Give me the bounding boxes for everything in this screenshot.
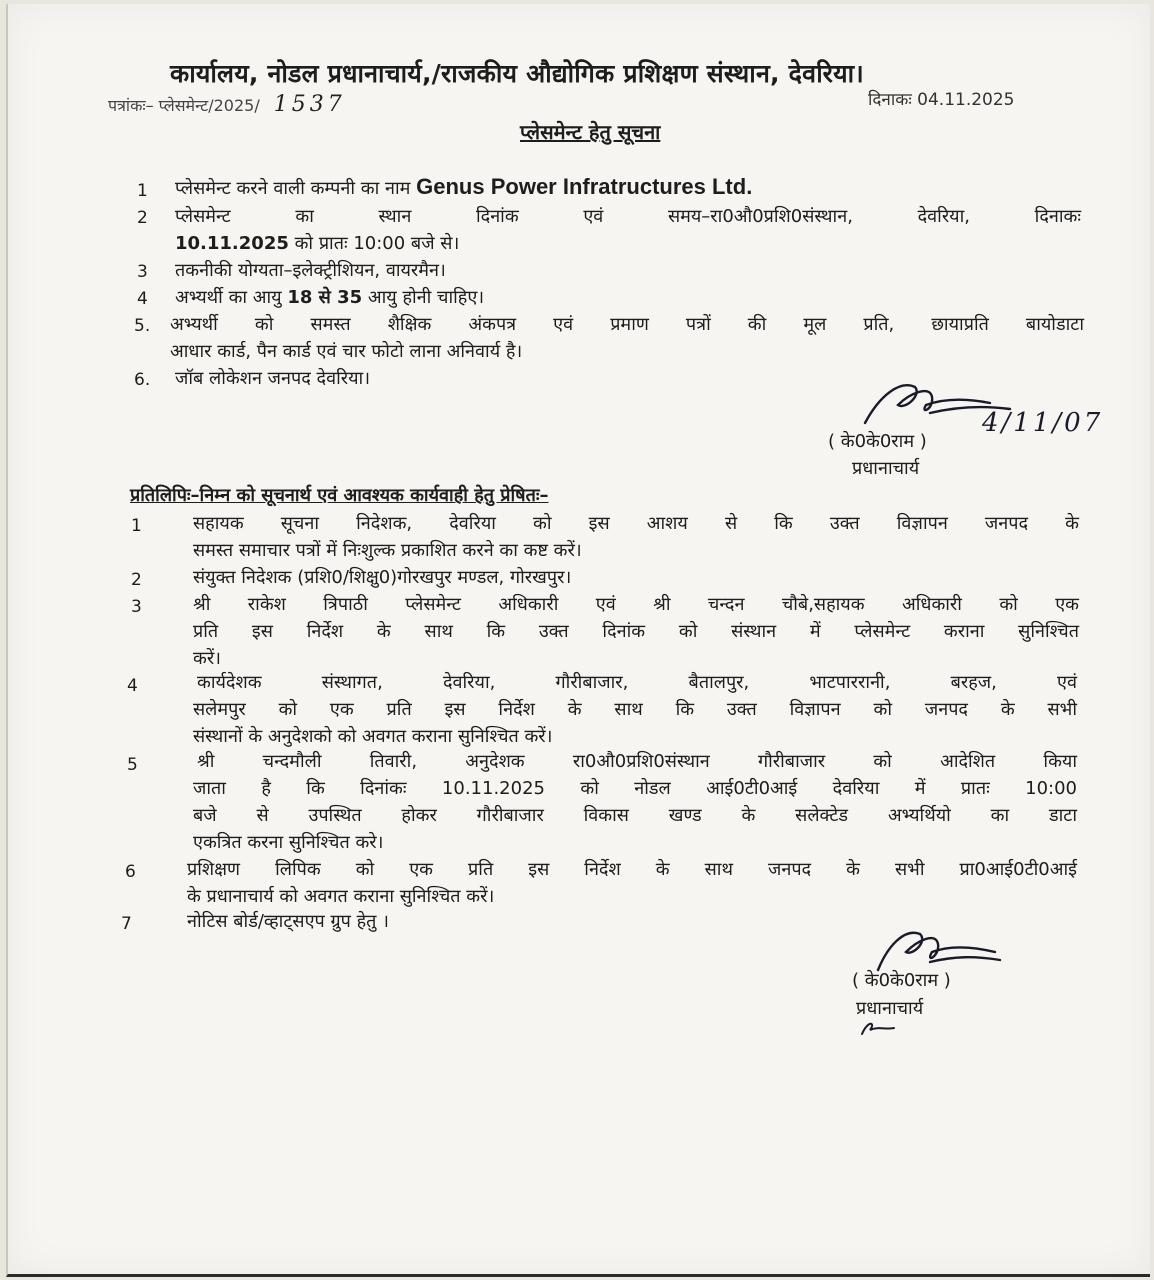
cc-item-1-line2: समस्त समाचार पत्रों में निःशुल्क प्रकाशित करने का कष्ट करें।	[193, 540, 582, 561]
item-number: 3	[137, 262, 148, 282]
cc-item-4-line3: संस्थानों के अनुदेशको को अवगत कराना सुनिश्चित करें।	[193, 726, 553, 747]
cc-item-3-line3: करें।	[193, 648, 222, 669]
signatory-name: ( के0के0राम )	[852, 970, 951, 991]
office-header: कार्यालय, नोडल प्रधानाचार्य,/राजकीय औद्योगिक प्रशिक्षण संस्थान, देवरिया।	[170, 59, 864, 88]
reference-handwritten: 1537	[273, 92, 346, 117]
reference-label: पत्रांकः– प्लेसमेन्ट/2025/	[108, 96, 260, 115]
item-number: 4	[137, 289, 148, 309]
cc-item-5-line3: बजे से उपस्थित होकर गौरीबाजार विकास खण्ड के सलेक्टेड अभ्यर्थियो का डाटा	[193, 805, 1077, 826]
item-number: 2	[131, 570, 142, 590]
cc-item-4-line2: सलेमपुर को एक प्रति इस निर्देश के साथ कि उक्त विज्ञापन को जनपद के सभी	[193, 699, 1077, 720]
initial-scribble	[858, 1016, 898, 1040]
item-number: 5.	[134, 316, 151, 336]
cc-item-3-line2: प्रति इस निर्देश के साथ कि उक्त दिनांक को संस्थान में प्लेसमेन्ट कराना सुनिश्चित	[193, 621, 1079, 642]
cc-item-2: संयुक्त निदेशक (प्रशि0/शिक्षु0)गोरखपुर मण्डल, गोरखपुर।	[193, 567, 572, 588]
notice-item-3: तकनीकी योग्यता–इलेक्ट्रीशियन, वायरमैन।	[175, 260, 446, 281]
notice-item-1: प्लेसमेन्ट करने वाली कम्पनी का नाम Genus Power Infratructures Ltd.	[175, 174, 753, 199]
cc-item-4-line1: कार्यदेशक संस्थागत, देवरिया, गौरीबाजार, बैतालपुर, भाटपाररानी, बरहज, एवं	[197, 672, 1077, 693]
signatory-name: ( के0के0राम )	[828, 431, 927, 452]
notice-item-4: अभ्यर्थी का आयु 18 से 35 आयु होनी चाहिए।	[175, 287, 485, 308]
signatory-designation: प्रधानाचार्य	[856, 998, 924, 1019]
cc-item-6-line2: के प्रधानाचार्य को अवगत कराना सुनिश्चित करें।	[187, 886, 495, 907]
item-number: 6.	[134, 370, 151, 390]
notice-item-2-line1: प्लेसमेन्ट का स्थान दिनांक एवं समय–रा0औ0प्रशि0संस्थान, देवरिया, दिनाकः	[175, 206, 1081, 227]
cc-item-3-line1: श्री राकेश त्रिपाठी प्लेसमेन्ट अधिकारी एवं श्री चन्दन चौबे,सहायक अधिकारी को एक	[193, 594, 1079, 615]
placement-date: 10.11.2025	[175, 233, 289, 254]
notice-item-5-line1: अभ्यर्थी को समस्त शैक्षिक अंकपत्र एवं प्रमाण पत्रों की मूल प्रति, छायाप्रति बायोडाटा	[170, 314, 1084, 335]
letter-date: दिनाकः 04.11.2025	[868, 90, 1015, 110]
notice-item-6: जॉब लोकेशन जनपद देवरिया।	[175, 368, 371, 389]
cc-item-5-line1: श्री चन्दमौली तिवारी, अनुदेशक रा0औ0प्रशि0संस्थान गौरीबाजार को आदेशित किया	[197, 751, 1077, 772]
signature-date-handwritten: 4/11/07	[982, 408, 1104, 438]
item-number: 1	[131, 516, 142, 536]
item-number: 1	[137, 181, 148, 201]
item-number: 3	[131, 597, 142, 617]
cc-item-6-line1: प्रशिक्षण लिपिक को एक प्रति इस निर्देश के साथ जनपद के सभी प्रा0आई0टी0आई	[187, 859, 1077, 880]
copy-to-heading: प्रतिलिपिः–निम्न को सूचनार्थ एवं आवश्यक कार्यवाही हेतु प्रेषितः–	[130, 485, 549, 506]
age-range: 18 से 35	[287, 287, 363, 308]
item-number: 4	[127, 676, 138, 696]
reference-number	[108, 92, 346, 117]
cc-item-7: नोटिस बोर्ड/व्हाट्सएप ग्रुप हेतु ।	[187, 911, 389, 932]
cc-item-5-line4: एकत्रित करना सुनिश्चित करे।	[193, 832, 384, 853]
company-name: Genus Power Infratructures Ltd.	[416, 174, 753, 199]
item-number: 6	[125, 862, 136, 882]
notice-item-2-line2: 10.11.2025 को प्रातः 10:00 बजे से।	[175, 233, 460, 254]
item-number: 7	[121, 914, 132, 934]
cc-item-5-line2: जाता है कि दिनांकः 10.11.2025 को नोडल आई0टी0आई देवरिया में प्रातः 10:00	[193, 778, 1077, 799]
signatory-designation: प्रधानाचार्य	[852, 458, 920, 479]
cc-item-1-line1: सहायक सूचना निदेशक, देवरिया को इस आशय से कि उक्त विज्ञापन जनपद के	[193, 513, 1079, 534]
item-number: 2	[137, 208, 148, 228]
item-number: 5	[127, 755, 138, 775]
notice-title: प्लेसमेन्ट हेतु सूचना	[520, 120, 661, 144]
notice-item-5-line2: आधार कार्ड, पैन कार्ड एवं चार फोटो लाना अनिवार्य है।	[170, 341, 523, 362]
